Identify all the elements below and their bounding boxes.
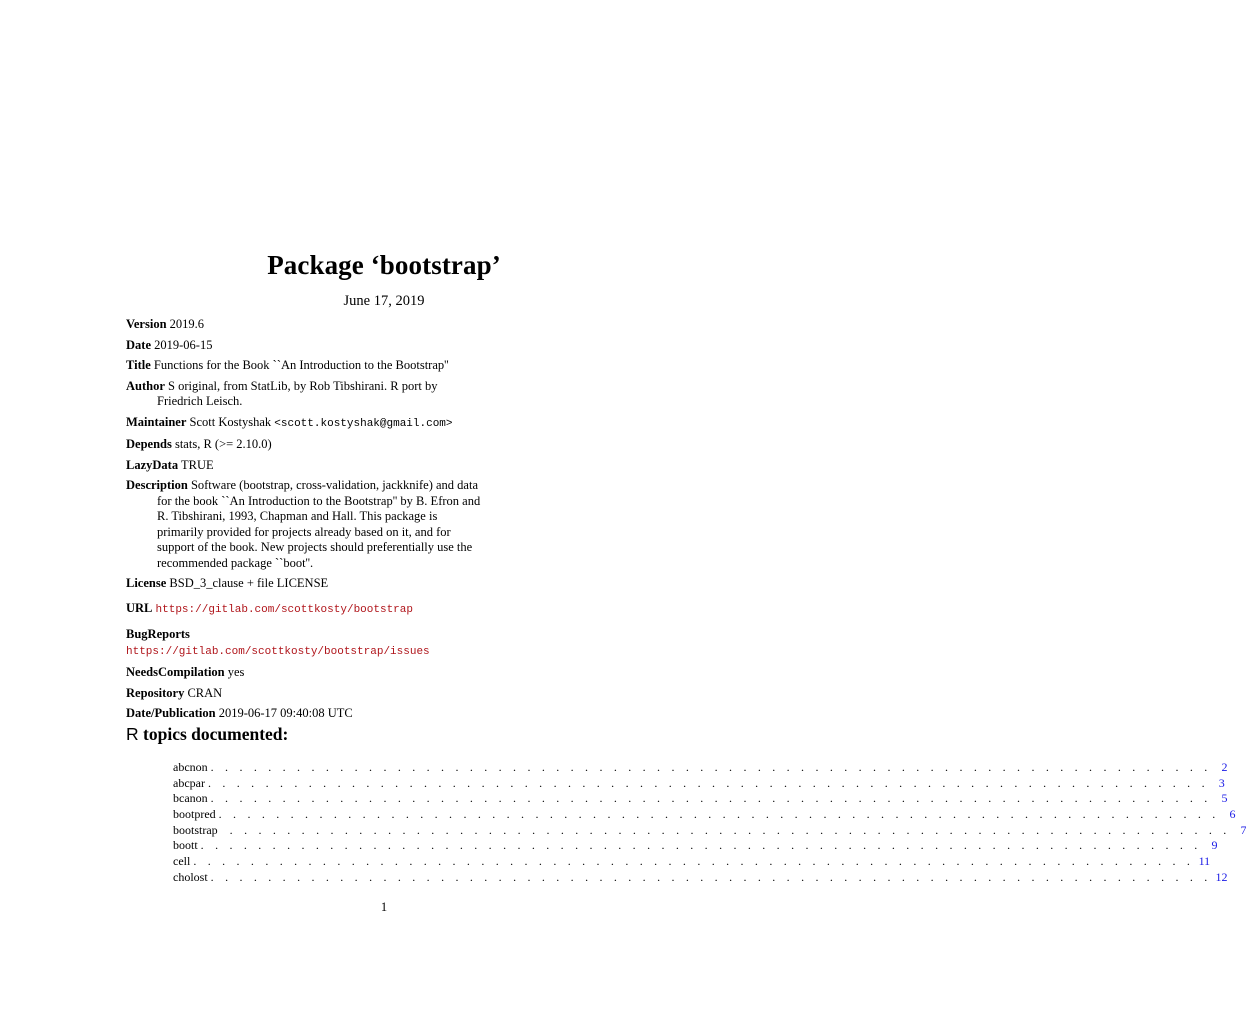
toc-entry-page[interactable]: 9 [1211, 838, 1218, 853]
toc-entry-page[interactable]: 3 [1218, 775, 1225, 790]
toc-dots: . . . . . . . . . . . . . . . . . . . . . . . . . . . . . . . . . . . . . . . . . . . . . . . . . . . . . . . . . . . . . . . . . . . . . . [210, 869, 1212, 884]
toc-dots: . . . . . . . . . . . . . . . . . . . . . . . . . . . . . . . . . . . . . . . . . . . . . . . . . . . . . . . . . . . . . . . . . . . . . . [210, 791, 1212, 806]
toc-dots: . . . . . . . . . . . . . . . . . . . . . . . . . . . . . . . . . . . . . . . . . . . . . . . . . . . . . . . . . . . . . . . . . . . . . . [200, 838, 1202, 853]
description-fields [126, 317, 486, 722]
field-value: Software (bootstrap, cross-validation, jackknife) and data [190, 478, 478, 492]
field-key: License [126, 576, 167, 590]
field-key: LazyData [126, 457, 179, 472]
field-value: S original, from StatLib, by Rob Tibshirani. R port by [168, 378, 438, 393]
package-date: June 17, 2019 [343, 293, 425, 309]
toc-entry-name: cholost [173, 869, 208, 884]
maintainer-name: Scott Kostyshak [189, 414, 272, 429]
toc-dots: . . . . . . . . . . . . . . . . . . . . . . . . . . . . . . . . . . . . . . . . . . . . . . . . . . . . . . . . . . . . . . . . . . . . . . [210, 760, 1212, 774]
toc-entry-page[interactable]: 2 [1221, 760, 1228, 774]
toc-entry-name: bootstrap [173, 822, 218, 837]
toc-heading-r: R [126, 724, 139, 744]
field-key: Description [126, 478, 188, 492]
toc-dots: . . . . . . . . . . . . . . . . . . . . . . . . . . . . . . . . . . . . . . . . . . . . . . . . . . . . . . . . . . . . . . . . . . . . . . [207, 775, 1209, 790]
field-license [126, 576, 486, 592]
toc-entry-page[interactable]: 7 [1240, 822, 1246, 837]
toc-entry-page[interactable]: 12 [1215, 869, 1228, 884]
field-description [126, 478, 486, 571]
field-key: Date [126, 337, 151, 352]
toc-heading [126, 724, 288, 745]
toc-entry-name: cell [173, 854, 191, 869]
package-title: Package ‘bootstrap’ [267, 250, 501, 280]
field-author [126, 379, 486, 410]
field-key: URL [126, 600, 153, 615]
toc-entry-name: abcnon [173, 760, 208, 774]
page-number: 1 [380, 900, 388, 914]
table-of-contents [173, 760, 1246, 886]
field-value: TRUE [180, 457, 214, 472]
field-key: NeedsCompilation [126, 665, 225, 679]
description-line: R. Tibshirani, 1993, Chapman and Hall. This package is [157, 509, 438, 523]
toc-dots: . . . . . . . . . . . . . . . . . . . . . . . . . . . . . . . . . . . . . . . . . . . . . . . . . . . . . . . . . . . . . . . . . . . . . . [193, 854, 1195, 869]
field-lazydata [126, 458, 486, 474]
toc-entry-name: bcanon [173, 791, 208, 806]
field-title [126, 358, 486, 374]
field-value: 2019-06-15 [154, 337, 213, 352]
toc-entry[interactable] [173, 775, 1225, 792]
field-depends [126, 437, 486, 453]
description-line: support of the book. New projects should preferentially use the [157, 540, 473, 554]
maintainer-email: <scott.kostyshak@gmail.com> [274, 417, 453, 430]
field-key: Author [126, 378, 165, 393]
field-key: Title [126, 358, 151, 372]
toc-entry-name: bootpred [173, 807, 216, 822]
field-value: 2019-06-17 09:40:08 UTC [218, 706, 353, 720]
bugreports-link[interactable]: https://gitlab.com/scottkosty/bootstrap/issues [126, 645, 430, 658]
url-link[interactable]: https://gitlab.com/scottkosty/bootstrap [155, 603, 413, 616]
field-bugreports [126, 627, 486, 660]
description-line: primarily provided for projects already based on it, and for [157, 524, 451, 539]
toc-entry[interactable] [173, 869, 1228, 886]
field-key: Depends [126, 437, 172, 451]
field-value-cont: Friedrich Leisch. [157, 394, 243, 408]
toc-heading-text: topics documented: [138, 724, 289, 744]
description-line: recommended package ``boot''. [157, 555, 314, 570]
field-key: Maintainer [126, 414, 187, 429]
toc-entry-page[interactable]: 6 [1229, 807, 1236, 822]
field-version [126, 317, 486, 333]
field-value: Functions for the Book ``An Introduction to the Bootstrap'' [153, 358, 449, 372]
field-date [126, 338, 486, 354]
field-publication [126, 706, 486, 722]
toc-dots: . . . . . . . . . . . . . . . . . . . . . . . . . . . . . . . . . . . . . . . . . . . . . . . . . . . . . . . . . . . . . . . . . . . . . . [218, 807, 1220, 822]
description-line: for the book ``An Introduction to the Bootstrap'' by B. Efron and [157, 493, 481, 508]
field-value: yes [227, 665, 245, 679]
field-key: BugReports [126, 627, 190, 641]
field-url [126, 601, 486, 619]
field-value: BSD_3_clause + file LICENSE [169, 576, 329, 590]
field-needscompilation [126, 665, 486, 681]
toc-entry[interactable] [173, 807, 1236, 823]
toc-entry-name: boott [173, 838, 198, 853]
toc-entry-page[interactable]: 11 [1198, 854, 1211, 869]
field-key: Date/Publication [126, 706, 216, 720]
toc-entry[interactable] [173, 838, 1218, 854]
toc-entry[interactable] [173, 822, 1246, 839]
field-key: Version [126, 317, 167, 331]
toc-entry-page[interactable]: 5 [1221, 791, 1228, 806]
field-value: 2019.6 [169, 317, 205, 331]
toc-dots: . . . . . . . . . . . . . . . . . . . . . . . . . . . . . . . . . . . . . . . . . . . . . . . . . . . . . . . . . . . . . . . . . . . . . . [229, 822, 1231, 837]
toc-entry[interactable] [173, 760, 1228, 776]
toc-entry[interactable] [173, 791, 1228, 807]
toc-entry-name: abcpar [173, 775, 205, 790]
field-key: Repository [126, 685, 185, 700]
field-repository [126, 686, 486, 702]
toc-entry[interactable] [173, 854, 1211, 870]
field-maintainer [126, 415, 486, 433]
field-value: CRAN [187, 685, 223, 700]
field-value: stats, R (>= 2.10.0) [174, 437, 272, 451]
